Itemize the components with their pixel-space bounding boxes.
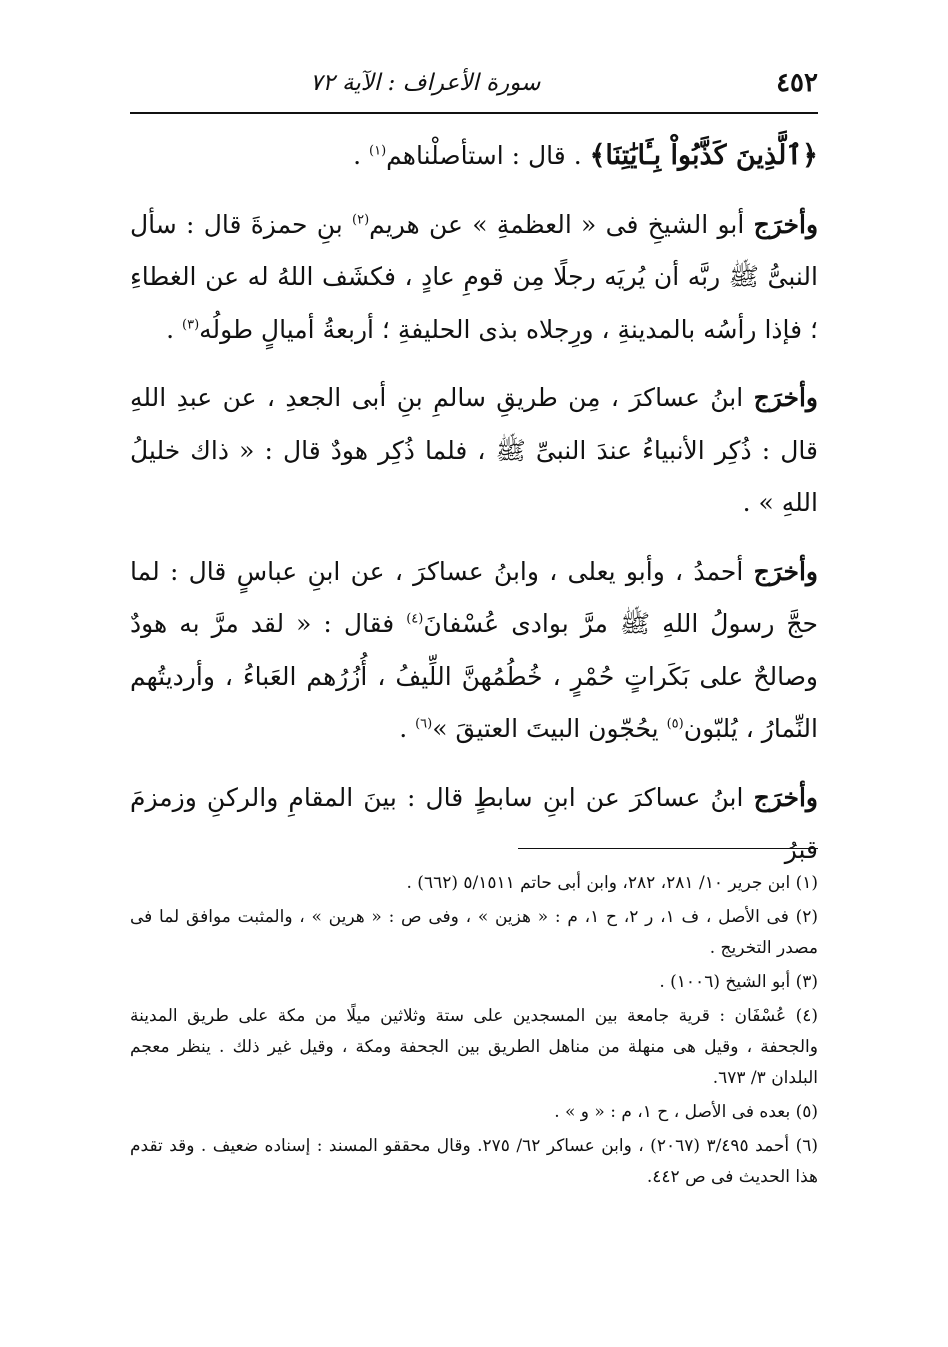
footnote-5: (٥) بعده فى الأصل ، ح ١، م : « و » .	[554, 1102, 818, 1122]
paragraph-text: . قال : استأصلْناهم	[386, 141, 590, 170]
footnote-marker: (٦)	[415, 716, 433, 732]
paragraph-2	[130, 199, 818, 357]
paragraph-text: فقال : « لقد مرَّ به هودٌ وصالحٌ على بَكَراتٍ حُمْرٍ ، خُطُمُهنَّ اللِّيفُ ، أُزُرُهم العَباءُ ، وأرديتُهم النِّمارُ ، يُلبّون	[130, 609, 818, 743]
paragraph-text: أبو الشيخِ فى « العظمةِ » عن هريم	[369, 209, 754, 239]
footnote-3: (٣) أبو الشيخ (١٠٠٦) .	[659, 972, 818, 992]
footnote-marker: (٤)	[406, 611, 424, 627]
page-number: ٤٥٢	[776, 68, 818, 98]
footnote-rule	[518, 848, 818, 849]
paragraph-text: .	[166, 314, 183, 344]
paragraph-4	[130, 546, 818, 756]
paragraph-text: ابنُ عساكرَ ، مِن طريقِ سالمِ بنِ أبى الجعدِ ، عن عبدِ اللهِ قال : ذُكِر الأنبياءُ عندَ النبىِّ ﷺ ، فلما ذُكِر هودٌ قال : « ذاك خليلُ اللهِ » .	[130, 383, 818, 517]
paragraph-text: يحُجّون البيتَ العتيقَ »	[432, 714, 667, 743]
paragraph-lead: وأخرَج	[753, 782, 818, 812]
footnote-2: (٢) فى الأصل ، ف ١، ر ٢، ح ١، م : « هزين » ، وفى ص : « هرين » ، والمثبت موافق لما فى مصدر التخريج .	[130, 907, 818, 958]
paragraph-text: بنِ حمزةَ قال : سأل النبىُّ ﷺ ربَّه أن يُريَه رجلًا مِن قومِ عادٍ ، فكشَف اللهُ له عن الغطاءِ ؛ فإذا رأسُه بالمدينةِ ، ورِجلاه بذى الحليفةِ ؛ أربعةُ أميالٍ طولُه	[130, 209, 818, 344]
footnote-marker: (٣)	[182, 317, 200, 333]
page-header	[130, 58, 818, 102]
paragraph-3	[130, 372, 818, 530]
main-text	[130, 130, 818, 893]
paragraph-1	[130, 130, 818, 183]
footnote-4: (٤) عُسْفَان : قرية جامعة بين المسجدين على ستة وثلاثين ميلًا من مكة على طريق المدينة والجحفة ، وقيل هى منهلة من مناهل الطريق بين الجحفة ومكة ، وقيل غير ذلك . ينظر معجم البلدان ٣/ ٦٧٣.	[130, 1006, 818, 1088]
footnotes	[130, 868, 818, 1196]
footnote-marker: (٥)	[666, 716, 684, 732]
paragraph-text: ابنُ عساكرَ عن ابنِ سابطٍ قال : بينَ المقامِ والركنِ وزمزمَ قبرُ	[130, 782, 818, 864]
footnote-marker: (٢)	[352, 212, 370, 228]
paragraph-lead: وأخرَج	[753, 209, 819, 239]
header-rule	[130, 112, 818, 114]
footnote-1: (١) ابن جرير ١٠/ ٢٨١، ٢٨٢، وابن أبى حاتم ٥/١٥١١ (٦٦٢) .	[406, 873, 818, 893]
footnote-marker: (١)	[369, 143, 387, 159]
paragraph-lead: وأخرَج	[753, 383, 818, 412]
paragraph-text: أحمدُ ، وأبو يعلى ، وابنُ عساكرَ ، عن ابنِ عباسٍ قال : لما حجَّ رسولُ اللهِ ﷺ مرَّ بوادى عُسْفانَ	[130, 556, 818, 638]
paragraph-text: .	[399, 714, 416, 743]
quran-quote: ﴿ٱلَّذِينَ كَذَّبُواْ بِـَٔايَٰتِنَا﴾	[589, 140, 818, 171]
footnote-6: (٦) أحمد ٣/٤٩٥ (٢٠٦٧) ، وابن عساكر ٦٢/ ٢٧٥. وقال محققو المسند : إسناده ضعيف . وقد تقدم هذا الحديث فى ص ٤٤٢.	[130, 1136, 818, 1187]
paragraph-5	[130, 772, 818, 877]
running-title: سورة الأعراف : الآية ٧٢	[310, 70, 541, 96]
paragraph-text: .	[353, 141, 370, 170]
paragraph-lead: وأخرَج	[753, 556, 818, 586]
